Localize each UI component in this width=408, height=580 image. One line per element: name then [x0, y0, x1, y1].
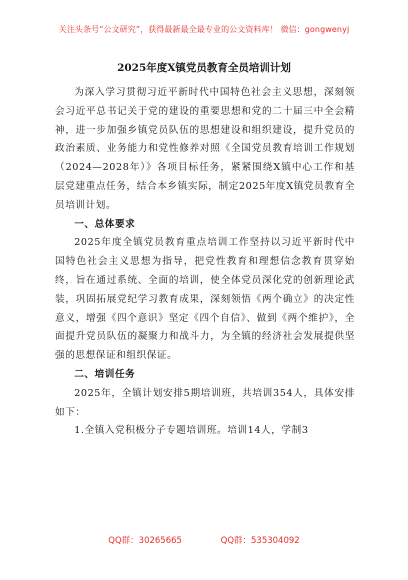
- document-title: 2025年度X镇党员教育全员培训计划: [117, 62, 291, 74]
- general-requirements-paragraph: 2025年度全镇党员教育重点培训工作坚持以习近平新时代中国特色社会主义思想为指导，把党性教育和理想信念教育贯穿始终，旨在通过系统、全面的培训，使全体党员深化党的创新理论武装，巩固拓展党纪学习教育成果，深刻领悟《两个确立》的决定性意义，增强《四个意识》坚定《四个自信》、做到《两个维护》，全面提升党员队伍的凝聚力和战斗力，为全镇的经济社会发展提供坚强的思想保证和组织保证。: [55, 237, 355, 362]
- section-heading-general-requirements: 一、总体要求: [74, 218, 136, 230]
- training-tasks-paragraph: 2025年，全镇计划安排5期培训班，共培训354人，具体安排如下：: [55, 387, 355, 418]
- training-item-1: 1.全镇入党积极分子专题培训班。培训14人，学制3: [74, 425, 309, 437]
- document-body: [55, 84, 355, 441]
- section-heading-training-tasks: 二、培训任务: [74, 368, 136, 380]
- qq-group-1: QQ群：30265665: [108, 536, 182, 546]
- qq-group-2: QQ群：535304092: [220, 536, 300, 546]
- header-note: 关注头条号“公文研究”，获得最新最全最专业的公文资料库！ 微信：gongwenyj: [58, 25, 350, 34]
- footer-qq-groups: [0, 534, 408, 546]
- intro-paragraph: 为深入学习贯彻习近平新时代中国特色社会主义思想，深刻领会习近平总书记关于党的建设的重要思想和党的二十届三中全会精神，进一步加强乡镇党员队伍的思想建设和组织建设，提升党员的政治素质、业务能力和党性修养对照《全国党员教育培训工作规划（2024—2028年）》各项目标任务，紧紧围绕X镇中心工作和基层党建重点任务，结合本乡镇实际，制定2025年度X镇党员教育全员培训计划。: [55, 87, 355, 211]
